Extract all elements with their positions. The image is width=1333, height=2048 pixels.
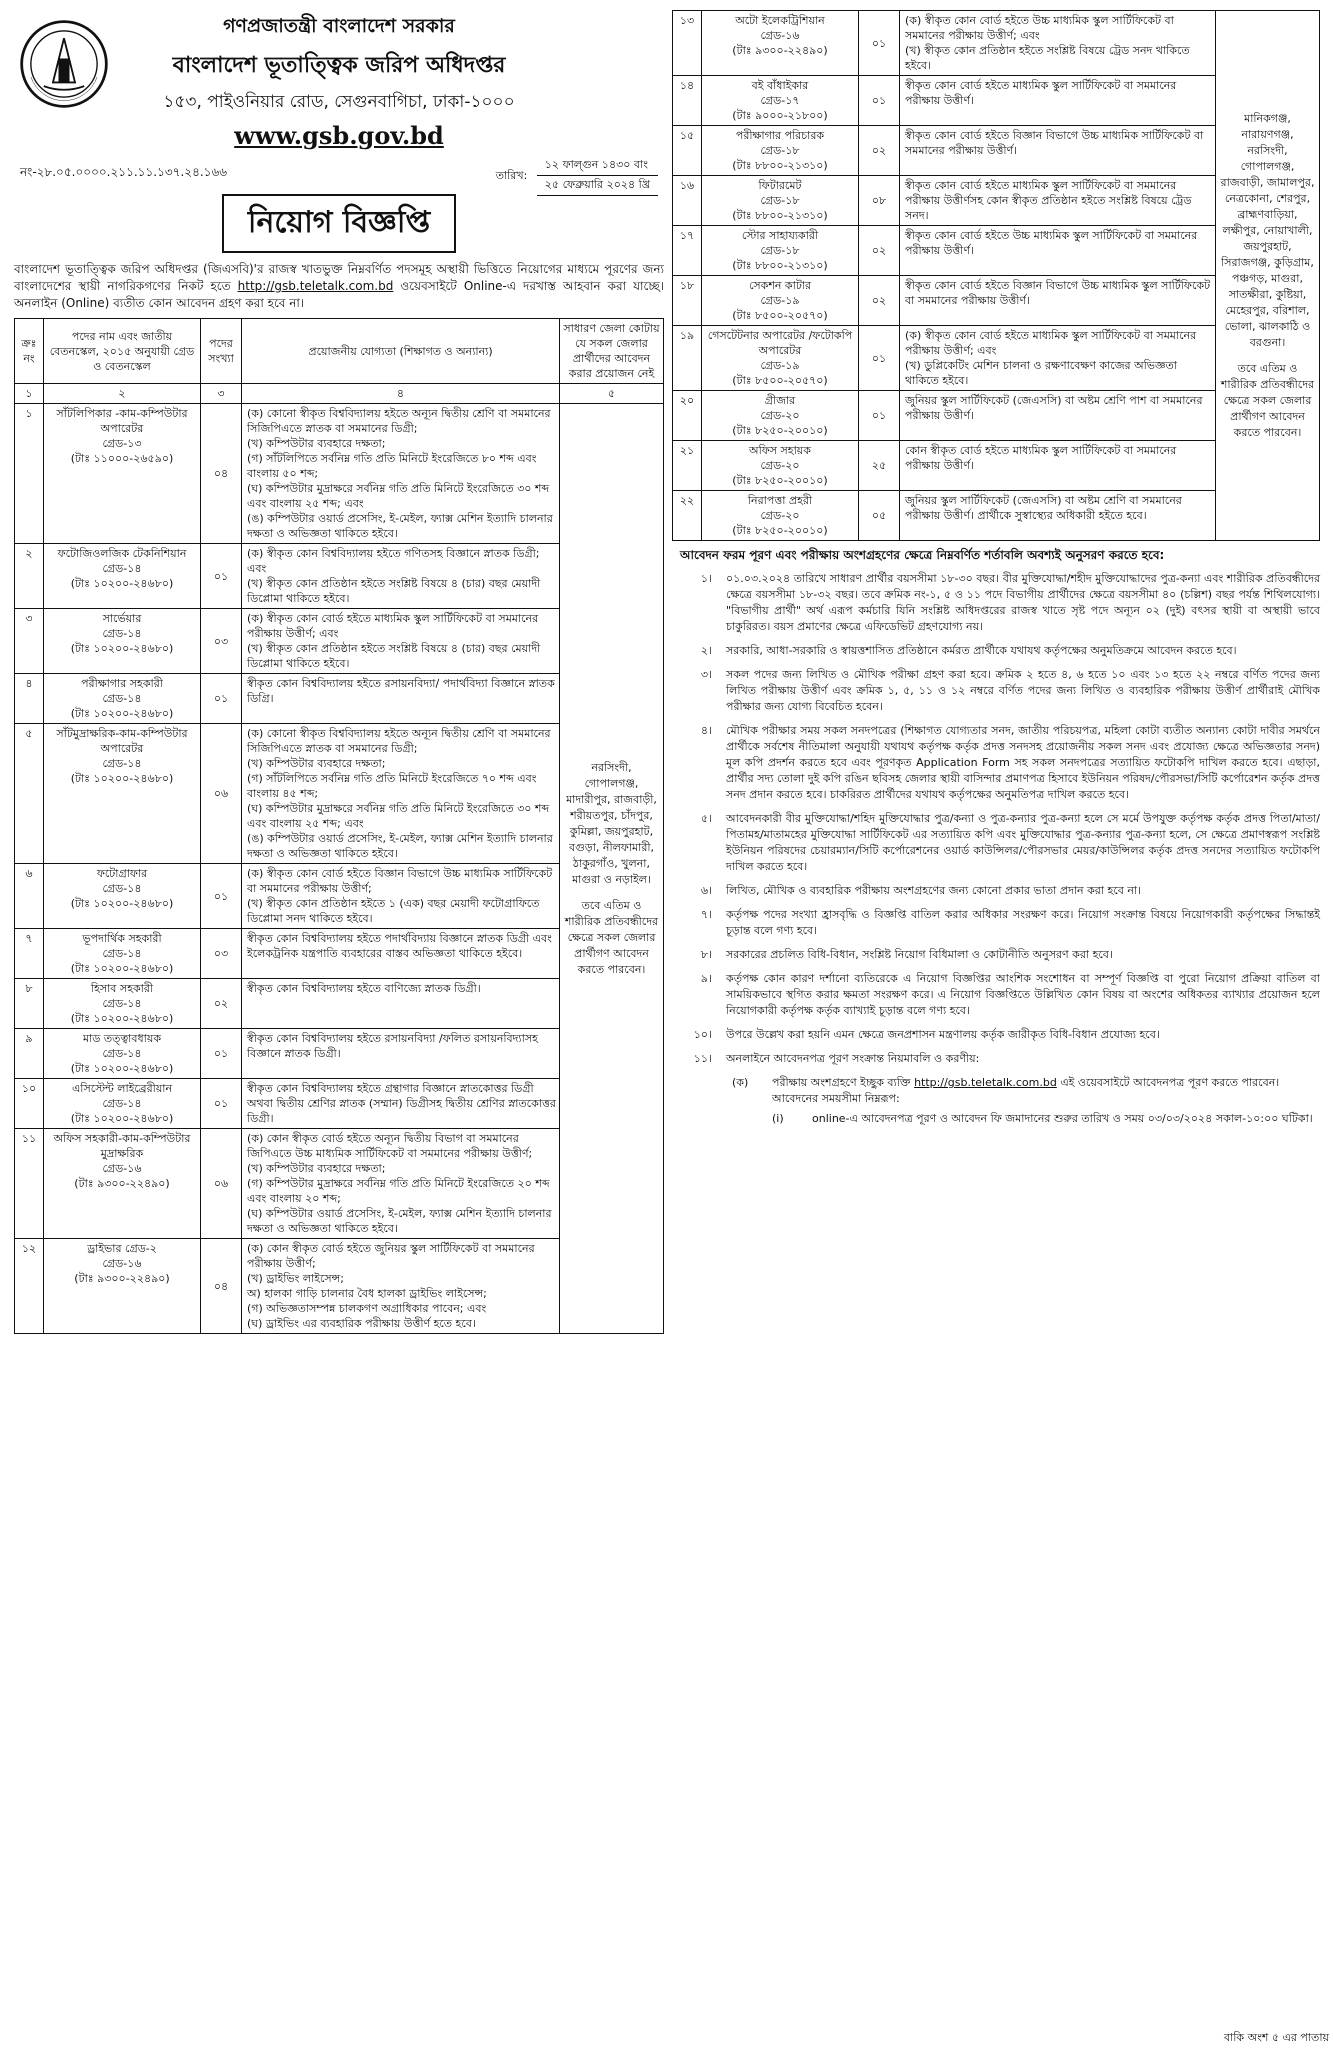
qualification-line: (খ) স্বীকৃত কোন প্রতিষ্ঠান হইতে সংশ্লিষ্ট বিষয়ে ৪ (চার) বছর মেয়াদী ডিপ্লোমা থাকিতে হইবে। (247, 642, 541, 670)
quota-district-list: মানিকগঞ্জ, নারায়ণগঞ্জ, নরসিংদী, গোপালগঞ্জ, রাজবাড়ী, জামালপুর, নেত্রকোনা, শেরপুর, ব্রাহ্মণবাড়িয়া, লক্ষীপুর, নোয়াখালী, জয়পুরহাট, সিরাজগঞ্জ, কুড়িগ্রাম, পঞ্চগড়, মাগুরা, সাতক্ষীরা, কুষ্টিয়া, মেহেরপুর, বরিশাল, ভোলা, ঝালকাঠি ও বরগুনা। (1220, 111, 1315, 349)
department-name: বাংলাদেশ ভূতাত্ত্বিক জরিপ অধিদপ্তর (172, 53, 506, 78)
qualification (242, 609, 560, 674)
serial-number: ২২ (673, 491, 702, 541)
qualification (900, 126, 1216, 176)
quota-note: তবে এতিম ও শারীরিক প্রতিবন্ধীদের ক্ষেত্রে সকল জেলার প্রার্থীগণ আবেদন করতে পারবেন। (1220, 361, 1315, 439)
post-grade: গ্রেড-১৪ (102, 997, 142, 1010)
post-name: ভূপদার্থিক সহকারী (82, 932, 162, 945)
post-scale: (টাঃ ৯৩০০-২২৪৯০) (74, 1177, 170, 1190)
qualification (242, 404, 560, 544)
post-scale: (টাঃ ৮২৫০-২০০১০) (732, 474, 828, 487)
qualification-line: (খ) কম্পিউটার ব্যবহারে দক্ষতা; (247, 437, 386, 450)
qualification (242, 544, 560, 609)
qualification (900, 276, 1216, 326)
table-row (673, 11, 1320, 76)
serial-number: ১৭ (673, 226, 702, 276)
post-name: বই বাঁধাইকার (751, 79, 809, 92)
condition-text: লিখিত, মৌখিক ও ব্যবহারিক পরীক্ষায় অংশগ্রহণের জন্য কোনো প্রকার ভাতা প্রদান করা হবে না। (726, 884, 1142, 897)
left-column (14, 10, 664, 1334)
qualification (242, 724, 560, 864)
post-scale: (টাঃ ৮৮০০-২১৩১০) (732, 159, 828, 172)
date-label: তারিখ: (495, 168, 528, 182)
col-num: ৫ (560, 384, 664, 404)
qualification-line: স্বীকৃত কোন বিশ্ববিদ্যালয় হইতে গ্রন্থাগার বিজ্ঞানে স্নাতকোত্তর ডিগ্রী অথবা দ্বিতীয় শ্রেণির স্নাতক (সম্মান) ডিগ্রীসহ দ্বিতীয় শ্রেণির স্নাতকোত্তর ডিগ্রী। (247, 1082, 556, 1125)
post-count: ০৪ (201, 1239, 242, 1334)
online-instructions (672, 1075, 1320, 1127)
post-count: ০২ (859, 126, 900, 176)
post-info (44, 929, 201, 979)
col-qualification: প্রয়োজনীয় যোগ্যতা (শিক্ষাগত ও অন্যান্য) (242, 319, 560, 384)
teletalk-link[interactable]: http://gsb.teletalk.com.bd (237, 279, 394, 293)
post-name: হিসাব সহকারী (90, 982, 154, 995)
post-grade: গ্রেড-১৬ (760, 29, 800, 42)
serial-number: ১২ (15, 1239, 44, 1334)
letterhead (14, 12, 664, 191)
post-count: ০৩ (201, 929, 242, 979)
memo-number: নং-২৮.০৫.০০০০.২১১.১১.১৩৭.২৪.১৬৬ (20, 165, 228, 179)
post-scale: (টাঃ ৮২৫০-২০০১০) (732, 424, 828, 437)
post-name: সার্ভেয়ার (102, 612, 142, 625)
deadline-heading: আবেদনের সময়সীমা নিম্নরূপ: (772, 1092, 900, 1105)
qualification (900, 76, 1216, 126)
post-count: ০১ (859, 391, 900, 441)
condition-item (672, 883, 1320, 899)
continued-note: বাকি অংশ ৫ এর পাতায় (1223, 2031, 1329, 2044)
post-info (702, 441, 859, 491)
condition-text: সরকারি, আধা-সরকারি ও স্বায়ত্তশাসিত প্রতিষ্ঠানে কর্মরত প্রার্থীকে যথাযথ কর্তৃপক্ষের অনুমতিক্রমে আবেদন করতে হবে। (726, 644, 1237, 657)
col-num: ৪ (242, 384, 560, 404)
date-english: ২৫ ফেব্রুয়ারি ২০২৪ খ্রি (537, 176, 658, 196)
qualification (900, 491, 1216, 541)
qualification-line: স্বীকৃত কোন বোর্ড হইতে মাধ্যমিক স্কুল সার্টিফিকেট বা সমমানের পরীক্ষায় উত্তীর্ণ। (905, 79, 1177, 107)
post-grade: গ্রেড-১৪ (102, 627, 142, 640)
col-num: ২ (44, 384, 201, 404)
quota-district-list: নরসিংদী, গোপালগঞ্জ, মাদারীপুর, রাজবাড়ী, শরীয়তপুর, চাঁদপুর, কুমিল্লা, জয়পুরহাট, বগুড়া, নীলফামারী, ঠাকুরগাঁও, খুলনা, মাগুরা ও নড়াইল। (566, 760, 657, 886)
post-info (44, 724, 201, 864)
serial-number: ৬ (15, 864, 44, 929)
post-info (702, 226, 859, 276)
qualification (900, 226, 1216, 276)
post-name: ফটোজিওলজিক টেকনিশিয়ান (57, 547, 187, 560)
website-link[interactable]: www.gsb.gov.bd (234, 121, 444, 150)
notice-title: নিয়োগ বিজ্ঞপ্তি (222, 194, 456, 253)
serial-number: ৮ (15, 979, 44, 1029)
post-grade: গ্রেড-২০ (760, 459, 800, 472)
condition-text: কর্তৃপক্ষ কোন কারণ দর্শানো ব্যতিরেকে এ নিয়োগ বিজ্ঞপ্তির আংশিক সংশোধন বা সম্পূর্ণ বিজ্ঞপ্তি বা পুরো নিয়োগ প্রক্রিয়া বাতিল বা সাময়িকভাবে স্থগিত করার ক্ষমতা সংরক্ষণ করে। এ নিয়োগ বিজ্ঞপ্তিতে উল্লিখিত কোন বিষয় বা অংশের অধিকতর ব্যাখ্যার প্রয়োজন হলে নিয়োগকারী কর্তৃপক্ষ কর্তৃক ব্যাখ্যাই চূড়ান্ত বলে গণ্য হবে। (726, 972, 1320, 1017)
condition-text: মৌখিক পরীক্ষার সময় সকল সনদপত্রের (শিক্ষাগত যোগ্যতার সনদ, জাতীয় পরিচয়পত্র, মহিলা কোটা ব্যতীত অন্যান্য কোটা দাবীর সমর্থনে প্রার্থীকে সর্বশেষ নীতিমালা অনুযায়ী যথাযথ কর্তৃপক্ষ কর্তৃক প্রদত্ত সনদসহ প্রয়োজনীয় সকল সনদ এবং প্রযোজ্য ক্ষেত্রে অভিজ্ঞতার সনদ) মূল কপি প্রদর্শন করতে হবে এবং পূরণকৃত Application Form সহ সকল সনদপত্রের সত্যায়িত ফটোকপি দাখিল করতে হবে। এছাড়া, প্রার্থীর সদ্য তোলা দুই কপি রঙিন ছবিসহ জেলার স্থায়ী বাসিন্দার প্রমাণপত্র হিসাবে ইউনিয়ন পরিষদ/পৌরসভা/সিটি কর্পোরেশন কর্তৃক প্রদত্ত সনদ প্রদান করতে হবে। চাকরিরত প্রার্থীদের যথাযথ কর্তৃপক্ষের অনুমতিপত্র দাখিল করতে হবে। (726, 724, 1320, 801)
post-info (44, 1129, 201, 1239)
post-info (702, 491, 859, 541)
post-name: গেসটেটনার অপারেটর /ফটোকপি অপারেটর (707, 329, 853, 357)
qualification (242, 1079, 560, 1129)
qualification-line: (খ) কম্পিউটার ব্যবহারে দক্ষতা; (247, 757, 386, 770)
serial-number: ১৩ (673, 11, 702, 76)
qualification-line: (ক) কোনো স্বীকৃত বিশ্ববিদ্যালয় হইতে অন্যূন দ্বিতীয় শ্রেণি বা সমমানের সিজিপিএতে স্নাতক বা সমমানের ডিগ্রী; (247, 727, 551, 755)
condition-number: ১। (700, 572, 712, 585)
qualification-line: (ক) স্বীকৃত কোন বোর্ড হইতে উচ্চ মাধ্যমিক স্কুল সার্টিফিকেট বা সমমানের পরীক্ষায় উত্তীর্ণ; এবং (905, 14, 1174, 42)
serial-number: ১৬ (673, 176, 702, 226)
qualification (242, 1239, 560, 1334)
post-scale: (টাঃ ১০২০০-২৪৬৮০) (70, 1112, 174, 1125)
qualification-line: স্বীকৃত কোন বিশ্ববিদ্যালয় হইতে পদার্থবিদ্যায় বিজ্ঞানে স্নাতক ডিগ্রী এবং ইলেকট্রনিক যন্ত্রপাতি ব্যবহারের বাস্তব অভিজ্ঞতা থাকিতে হইবে। (247, 932, 552, 960)
qualification-line: (খ) স্বীকৃত কোন প্রতিষ্ঠান হইতে সংশ্লিষ্ট বিষয়ে ৪ (চার) বছর মেয়াদী ডিপ্লোমা থাকিতে হইবে। (247, 577, 541, 605)
post-count: ০১ (201, 1029, 242, 1079)
post-grade: গ্রেড-১৬ (102, 1162, 142, 1175)
condition-item (672, 643, 1320, 659)
condition-number: ৮। (700, 948, 712, 961)
post-grade: গ্রেড-১৪ (102, 947, 142, 960)
condition-number: ৭। (700, 908, 712, 921)
condition-text: সকল পদের জন্য লিখিত ও মৌখিক পরীক্ষা গ্রহণ করা হবে। ক্রমিক ২ হতে ৪, ৬ হতে ১০ এবং ১৩ হতে ২২ নম্বরে বর্ণিত পদের জন্য লিখিত পরীক্ষায় উত্তীর্ণ এবং ক্রমিক ১, ৫, ১১ ও ১২ নম্বরে বর্ণিত পদের জন্য লিখিত ও ব্যবহারিক পরীক্ষায় উত্তীর্ণ প্রার্থীরাই মৌখিক পরীক্ষার জন্য যোগ্য বিবেচিত হবেন। (726, 668, 1320, 713)
post-name: অফিস সহায়ক (749, 444, 811, 457)
post-name: পরীক্ষাগার সহকারী (81, 677, 163, 690)
post-scale: (টাঃ ১০২০০-২৪৬৮০) (70, 577, 174, 590)
qualification-line: স্বীকৃত কোন বোর্ড হইতে বিজ্ঞান বিভাগে উচ্চ মাধ্যমিক স্কুল সার্টিফিকেট বা সমমানের পরীক্ষায় উত্তীর্ণ। (905, 279, 1211, 307)
condition-item (672, 971, 1320, 1019)
post-count: ০৫ (859, 491, 900, 541)
post-scale: (টাঃ ১০২০০-২৪৬৮০) (70, 1062, 174, 1075)
sub-item-marker: (i) (772, 1112, 784, 1125)
posts-table-left (14, 318, 664, 1334)
qualification (242, 979, 560, 1029)
post-scale: (টাঃ ৮৫০০-২০৫৭০) (732, 374, 828, 387)
serial-number: ২ (15, 544, 44, 609)
right-column (672, 10, 1320, 1131)
post-scale: (টাঃ ১০২০০-২৪৬৮০) (70, 897, 174, 910)
serial-number: ৫ (15, 724, 44, 864)
post-count: ০১ (201, 544, 242, 609)
qualification (900, 441, 1216, 491)
condition-item (672, 667, 1320, 715)
post-grade: গ্রেড-২০ (760, 509, 800, 522)
qualification-line: (ঙ) কম্পিউটার ওয়ার্ড প্রসেসিং, ই-মেইল, ফ্যাক্স মেশিন ইত্যাদি চালনার দক্ষতা ও অভিজ্ঞতা থাকিতে হইবে। (247, 512, 553, 540)
qualification-line: (খ) কম্পিউটার ব্যবহারে দক্ষতা; (247, 1162, 386, 1175)
govt-name: গণপ্রজাতন্ত্রী বাংলাদেশ সরকার (223, 15, 455, 37)
post-info (44, 404, 201, 544)
col-quota: সাধারণ জেলা কোটায় যে সকল জেলার প্রার্থীদের আবেদন করার প্রয়োজন নেই (560, 319, 664, 384)
condition-item (672, 947, 1320, 963)
qualification-line: স্বীকৃত কোন বোর্ড হইতে বিজ্ঞান বিভাগে উচ্চ মাধ্যমিক সার্টিফিকেট বা সমমানের পরীক্ষায় উত্তীর্ণ। (905, 129, 1204, 157)
serial-number: ৩ (15, 609, 44, 674)
condition-text: কর্তৃপক্ষ পদের সংখ্যা হ্রাসবৃদ্ধি ও বিজ্ঞপ্তি বাতিল করার অধিকার সংরক্ষণ করে। নিয়োগ সংক্রান্ত বিষয়ে নিয়োগকারী কর্তৃপক্ষের সিদ্ধান্তই চূড়ান্ত বলে গণ্য হবে। (726, 908, 1320, 937)
qualification-line: স্বীকৃত কোন বিশ্ববিদ্যালয় হইতে রসায়নবিদ্যা /ফলিত রসায়নবিদ্যাসহ বিজ্ঞানে স্নাতক ডিগ্রী। (247, 1032, 538, 1060)
post-info (702, 176, 859, 226)
condition-item (672, 1027, 1320, 1043)
qualification (900, 391, 1216, 441)
qualification-line: (গ) সাঁটলিপিতে সর্বনিম্ন গতি প্রতি মিনিটে ইংরেজিতে ৭০ শব্দ এবং বাংলায় ৪৫ শব্দ; (247, 772, 537, 800)
qualification-line: (ঘ) কম্পিউটার মুদ্রাক্ষরে সর্বনিম্ন গতি প্রতি মিনিটে ইংরেজিতে ৩০ শব্দ এবং বাংলায় ২৫ শব্দ; এবং (247, 482, 550, 510)
post-scale: (টাঃ ১০২০০-২৪৬৮০) (70, 707, 174, 720)
qualification-line: (ঘ) কম্পিউটার ওয়ার্ড প্রসেসিং, ই-মেইল, ফ্যাক্স মেশিন ইত্যাদি চালনার দক্ষতা ও অভিজ্ঞতা থাকিতে হইবে। (247, 1207, 552, 1235)
qualification-line: জুনিয়র স্কুল সার্টিফিকেট (জেএসসি) বা অষ্টম শ্রেণি বা সমমানের পরীক্ষায় উত্তীর্ণ। প্রার্থীকে সুস্বাস্থ্যের অধিকারী হইতে হবে। (905, 494, 1182, 522)
qualification (900, 176, 1216, 226)
post-scale: (টাঃ ১০২০০-২৪৬৮০) (70, 1012, 174, 1025)
qualification-line: (খ) ডুপ্লিকেটিং মেশিন চালনা ও রক্ষণাবেক্ষণ কাজের অভিজ্ঞতা থাকিতে হইবে। (905, 359, 1177, 387)
conditions-list (672, 571, 1320, 1067)
gsb-logo-icon (18, 18, 110, 110)
condition-item (672, 907, 1320, 939)
post-grade: গ্রেড-১৪ (102, 882, 142, 895)
serial-number: ২১ (673, 441, 702, 491)
post-info (702, 391, 859, 441)
col-num: ১ (15, 384, 44, 404)
condition-text: সরকারের প্রচলিত বিধি-বিধান, সংশ্লিষ্ট নিয়োগ বিধিমালা ও কোটানীতি অনুসরণ করা হবে। (726, 948, 1113, 961)
condition-number: ৩। (700, 668, 712, 681)
serial-number: ৭ (15, 929, 44, 979)
post-name: গ্রীজার (764, 394, 796, 407)
qualification-line: (ঘ) কম্পিউটার মুদ্রাক্ষরে সর্বনিম্ন গতি প্রতি মিনিটে ইংরেজিতে ৩০ শব্দ এবং বাংলায় ২৫ শব্দ; এবং (247, 802, 550, 830)
qualification-line: স্বীকৃত কোন বোর্ড হইতে মাধ্যমিক স্কুল সার্টিফিকেট বা সমমানের পরীক্ষায় উত্তীর্ণসহ কোন স্বীকৃত প্রতিষ্ঠান হইতে সংশ্লিষ্ট বিষয়ে ট্রেড সনদ। (905, 179, 1192, 222)
qualification-line: কোন স্বীকৃত বোর্ড হইতে মাধ্যমিক স্কুল সার্টিফিকেট বা সমমানের পরীক্ষায় উত্তীর্ণ। (905, 444, 1177, 472)
serial-number: ৯ (15, 1029, 44, 1079)
post-grade: গ্রেড-১৩ (102, 437, 142, 450)
post-count: ০১ (859, 11, 900, 76)
post-scale: (টাঃ ১০২০০-২৪৬৮০) (70, 642, 174, 655)
qualification-line: (ঘ) ড্রাইভিং এর ব্যবহারিক পরীক্ষায় উত্তীর্ণ হতে হবে। (247, 1317, 476, 1330)
post-info (44, 864, 201, 929)
post-info (702, 276, 859, 326)
condition-text: আবেদনকারী বীর মুক্তিযোদ্ধা/শহিদ মুক্তিযোদ্ধার পুত্র/কন্যা ও পুত্র-কন্যার পুত্র-কন্যা হলে সে মর্মে উপযুক্ত কর্তৃপক্ষ কর্তৃক প্রদত্ত পিতা/মাতা/পিতামহ/মাতামহের মুক্তিযোদ্ধা সার্টিফিকেট এর সত্যায়িত কপি এবং মুক্তিযোদ্ধার পুত্র-কন্যার পুত্র-কন্যা হলে, সে ক্ষেত্রে প্রমাণস্বরূপ সংশ্লিষ্ট ইউনিয়ন পরিষদের চেয়ারম্যান/সিটি কর্পোরেশনের ওয়ার্ড কাউন্সিলর/পৌরসভার মেয়র/কাউন্সিলর কর্তৃক প্রদত্ত সনদের সত্যায়িত ফটোকপি দাখিল করতে হবে। (726, 812, 1320, 873)
intro-paragraph (14, 261, 664, 312)
qualification (242, 929, 560, 979)
qualification-line: (ক) কোন স্বীকৃত বোর্ড হইতে অন্যূন দ্বিতীয় বিভাগ বা সমমানের জিপিএতে উচ্চ মাধ্যমিক সার্টিফিকেট বা সমমানের পরীক্ষায় উত্তীর্ণ; (247, 1132, 533, 1160)
post-scale: (টাঃ ১০২০০-২৪৬৮০) (70, 772, 174, 785)
condition-number: ৪। (700, 724, 712, 737)
sub-item-marker: (ক) (732, 1076, 749, 1089)
condition-number: ১১। (693, 1052, 712, 1065)
qualification-line: (ক) কোন স্বীকৃত বোর্ড হইতে জুনিয়র স্কুল সার্টিফিকেট বা সমমানের পরীক্ষায় উত্তীর্ণ; (247, 1242, 535, 1270)
post-info (44, 674, 201, 724)
post-name: মাড তত্ত্বাবধায়ক (82, 1032, 162, 1045)
conditions-title: আবেদন ফরম পূরণ এবং পরীক্ষায় অংশগ্রহণের ক্ষেত্রে নিম্নবর্ণিত শর্তাবলি অবশ্যই অনুসরণ করতে হবে: (680, 548, 1165, 562)
post-name: সাঁটমুদ্রাক্ষরিক-কাম-কম্পিউটার অপারেটর (56, 727, 188, 755)
post-scale: (টাঃ ৯৩০০-২২৪৯০) (74, 1272, 170, 1285)
qualification (242, 1029, 560, 1079)
post-info (44, 1239, 201, 1334)
issue-date (496, 156, 658, 196)
post-grade: গ্রেড-২০ (760, 409, 800, 422)
qualification-line: (খ) স্বীকৃত কোন প্রতিষ্ঠান হইতে সংশ্লিষ্ট বিষয়ে ট্রেড সনদ থাকিতে হইবে। (905, 44, 1190, 72)
condition-item (672, 723, 1320, 803)
qualification-line: (খ) ড্রাইভিং লাইসেন্স; (247, 1272, 345, 1285)
post-scale: (টাঃ ৮২৫০-২০০১০) (732, 524, 828, 537)
qualification (242, 864, 560, 929)
post-grade: গ্রেড-১৪ (102, 757, 142, 770)
post-count: ০৪ (201, 404, 242, 544)
date-bangla: ১২ ফাল্গুন ১৪৩০ বাং (537, 156, 658, 176)
qualification (900, 11, 1216, 76)
serial-number: ১৮ (673, 276, 702, 326)
post-name: ফিটারমেট (758, 179, 802, 192)
condition-number: ১০। (693, 1028, 712, 1041)
serial-number: ১ (15, 404, 44, 544)
post-info (44, 1029, 201, 1079)
qualification-line: স্বীকৃত কোন বোর্ড হইতে উচ্চ মাধ্যমিক স্কুল সার্টিফিকেট বা সমমানের পরীক্ষায় উত্তীর্ণ। (905, 229, 1198, 257)
qualification-line: (গ) সাঁটলিপিতে সর্বনিম্ন গতি প্রতি মিনিটে ইংরেজিতে ৮০ শব্দ এবং বাংলায় ৫০ শব্দ; (247, 452, 537, 480)
post-count: ০৬ (201, 724, 242, 864)
qualification-line: (গ) কম্পিউটার মুদ্রাক্ষরে সর্বনিম্ন গতি প্রতি মিনিটে ইংরেজিতে ২০ শব্দ এবং বাংলায় ২০ শব্দ; (247, 1177, 550, 1205)
col-post-name: পদের নাম এবং জাতীয় বেতনস্কেল, ২০১৫ অনুযায়ী গ্রেড ও বেতনস্কেল (44, 319, 201, 384)
application-link[interactable]: http://gsb.teletalk.com.bd (914, 1076, 1057, 1089)
serial-number: ৪ (15, 674, 44, 724)
qualification-line: (গ) অভিজ্ঞতাসম্পন্ন চালকগণ অগ্রাধিকার পাবেন; এবং (247, 1302, 487, 1315)
serial-number: ১৯ (673, 326, 702, 391)
posts-table-right (672, 10, 1320, 541)
qualification-line: (ঙ) কম্পিউটার ওয়ার্ড প্রসেসিং, ই-মেইল, ফ্যাক্স মেশিন ইত্যাদি চালনার দক্ষতা ও অভিজ্ঞতা থাকিতে হইবে। (247, 832, 553, 860)
serial-number: ১৪ (673, 76, 702, 126)
qualification (242, 674, 560, 724)
qualification-line: (ক) স্বীকৃত কোন বোর্ড হইতে মাধ্যমিক স্কুল সার্টিফিকেট বা সমমানের পরীক্ষায় উত্তীর্ণ; এবং (247, 612, 539, 640)
post-info (44, 544, 201, 609)
serial-number: ১৫ (673, 126, 702, 176)
post-count: ০১ (201, 674, 242, 724)
qualification-line: জুনিয়র স্কুল সার্টিফিকেট (জেএসসি) বা অষ্টম শ্রেণি পাশ বা সমমানের পরীক্ষায় উত্তীর্ণ। (905, 394, 1203, 422)
post-grade: গ্রেড-১৮ (760, 144, 800, 157)
post-scale: (টাঃ ৯০০০-২১৮০০) (732, 109, 828, 122)
post-name: সাঁটলিপিকার -কাম-কম্পিউটার অপারেটর (56, 407, 188, 435)
post-grade: গ্রেড-১৮ (760, 244, 800, 257)
post-info (702, 326, 859, 391)
qualification-line: (ক) কোনো স্বীকৃত বিশ্ববিদ্যালয় হইতে অন্যূন দ্বিতীয় শ্রেণি বা সমমানের সিজিপিএতে স্নাতক বা সমমানের ডিগ্রী; (247, 407, 551, 435)
condition-number: ৬। (700, 884, 712, 897)
post-count: ০১ (859, 326, 900, 391)
sub-k-text: পরীক্ষায় অংশগ্রহণে ইচ্ছুক ব্যক্তি (772, 1076, 911, 1089)
post-grade: গ্রেড-১৮ (760, 194, 800, 207)
condition-item (672, 571, 1320, 635)
post-name: পরীক্ষাগার পরিচারক (735, 129, 825, 142)
post-grade: গ্রেড-১৭ (760, 94, 800, 107)
post-name: অটো ইলেকট্রিশিয়ান (735, 14, 825, 27)
qualification (900, 326, 1216, 391)
post-count: ০২ (859, 226, 900, 276)
post-name: নিরাপত্তা প্রহরী (747, 494, 813, 507)
qualification-line: (ক) স্বীকৃত কোন বোর্ড হইতে মাধ্যমিক স্কুল সার্টিফিকেট বা সমমানের পরীক্ষায় উত্তীর্ণ; এবং (905, 329, 1197, 357)
col-num: ৩ (201, 384, 242, 404)
post-count: ২৫ (859, 441, 900, 491)
col-post-count: পদের সংখ্যা (201, 319, 242, 384)
condition-number: ২। (700, 644, 712, 657)
post-count: ০২ (859, 276, 900, 326)
post-count: ০১ (201, 1079, 242, 1129)
condition-item (672, 811, 1320, 875)
sub-k-text-2: এই ওয়েবসাইটে আবেদনপত্র পূরণ করতে পারবেন। (1060, 1076, 1280, 1089)
quota-districts (560, 404, 664, 1334)
post-scale: (টাঃ ৯৩০০-২২৪৯০) (732, 44, 828, 57)
condition-text: অনলাইনে আবেদনপত্র পূরণ সংক্রান্ত নিয়মাবলি ও করণীয়: (726, 1052, 980, 1065)
post-scale: (টাঃ ৮৫০০-২০৫৭০) (732, 309, 828, 322)
post-info (44, 609, 201, 674)
post-name: ড্রাইভার গ্রেড-২ (87, 1242, 157, 1255)
deadline-start: online-এ আবেদনপত্র পূরণ ও আবেদন ফি জমাদানের শুরুর তারিখ ও সময় ০৩/০৩/২০২৪ সকাল-১০:০০ ঘটিকা। (812, 1112, 1313, 1125)
condition-text: ০১.০৩.২০২৪ তারিখে সাধারণ প্রার্থীর বয়সসীমা ১৮-৩০ বছর। বীর মুক্তিযোদ্ধা/শহীদ মুক্তিযোদ্ধাদের পুত্র-কন্যা এবং শারীরিক প্রতিবন্ধীদের ক্ষেত্রে বয়সসীমা ১৮-৩২ বছর। তবে ক্রমিক নং-১, ৫ ও ১১ পদে বিভাগীয় প্রার্থীদের ক্ষেত্রে বয়সসীমা ৪০ (চল্লিশ) বছর পর্যন্ত শিথিলযোগ্য। "বিভাগীয় প্রার্থী" অর্থ এরূপ কর্মচারি যিনি সংশ্লিষ্ট অধিদপ্তরের রাজস্ব খাতে সৃষ্ট পদে অন্যূন ০২ (দুই) বৎসর স্থায়ী বা অস্থায়ী ভাবে চাকুরিরত। বয়স প্রমাণের ক্ষেত্রে এফিডেভিট গ্রহণযোগ্য নয়। (726, 572, 1320, 633)
post-grade: গ্রেড-১৯ (760, 359, 800, 372)
condition-text: উপরে উল্লেখ করা হয়নি এমন ক্ষেত্রে জনপ্রশাসন মন্ত্রণালয় কর্তৃক জারীকৃত বিধি-বিধান প্রযোজ্য হবে। (726, 1028, 1160, 1041)
qualification-line: (ক) স্বীকৃত কোন বোর্ড হইতে বিজ্ঞান বিভাগে উচ্চ মাধ্যমিক সার্টিফিকেট বা সমমানের পরীক্ষায় উত্তীর্ণ; (247, 867, 553, 895)
qualification-line: অ) হালকা গাড়ি চালনার বৈধ হালকা ড্রাইভিং লাইসেন্স; (247, 1287, 487, 1300)
post-count: ০৬ (201, 1129, 242, 1239)
post-name: অফিস সহকারী-কাম-কম্পিউটার মুদ্রাক্ষরিক (53, 1132, 191, 1160)
post-info (702, 11, 859, 76)
qualification-line: স্বীকৃত কোন বিশ্ববিদ্যালয় হইতে রসায়নবিদ্যা/ পদার্থবিদ্যা বিজ্ঞানে স্নাতক ডিগ্রি। (247, 677, 555, 705)
post-grade: গ্রেড-১৬ (102, 1257, 142, 1270)
intro-text-2: ওয়েবসাইটে Online-এ দরখাস্ত আহবান করা যাচ্ছে। অনলাইন (Online) ব্যতীত কোন আবেদন গ্রহণ করা হবে না। (14, 279, 664, 310)
qualification-line: (খ) স্বীকৃত কোন প্রতিষ্ঠান হইতে ১ (এক) বছর মেয়াদী ফটোগ্রাফিতে ডিপ্লোমা সনদ থাকিতে হইবে। (247, 897, 540, 925)
post-count: ০১ (859, 76, 900, 126)
post-info (44, 979, 201, 1029)
quota-districts (1216, 11, 1320, 541)
serial-number: ১১ (15, 1129, 44, 1239)
qualification (242, 1129, 560, 1239)
post-info (44, 1079, 201, 1129)
condition-item (672, 1051, 1320, 1067)
post-grade: গ্রেড-১৪ (102, 692, 142, 705)
post-scale: (টাঃ ১০২০০-২৪৬৮০) (70, 962, 174, 975)
table-row (15, 404, 664, 544)
post-grade: গ্রেড-১৪ (102, 1047, 142, 1060)
post-info (702, 76, 859, 126)
condition-number: ৯। (700, 972, 712, 985)
serial-number: ১০ (15, 1079, 44, 1129)
post-name: ফটোগ্রাফার (96, 867, 148, 880)
post-scale: (টাঃ ৮৮০০-২১৩১০) (732, 259, 828, 272)
condition-number: ৫। (700, 812, 712, 825)
post-count: ০৩ (201, 609, 242, 674)
qualification-line: স্বীকৃত কোন বিশ্ববিদ্যালয় হইতে বাণিজ্যে স্নাতক ডিগ্রী। (247, 982, 481, 995)
qualification-line: (ক) স্বীকৃত কোন বিশ্ববিদ্যালয় হইতে গণিতসহ বিজ্ঞানে স্নাতক ডিগ্রী; এবং (247, 547, 540, 575)
post-scale: (টাঃ ১১০০০-২৬৫৯০) (70, 452, 174, 465)
post-grade: গ্রেড-১৯ (760, 294, 800, 307)
post-name: সেকশন কাটার (748, 279, 812, 292)
post-grade: গ্রেড-১৪ (102, 562, 142, 575)
intro-text-1: বাংলাদেশ ভূতাত্ত্বিক জরিপ অধিদপ্তর (জিএসবি)'র রাজস্ব খাতভুক্ত নিম্নবর্ণিত পদসমূহ অস্থায়ী ভিত্তিতে নিয়োগের মাধ্যমে পূরণের জন্য বাংলাদেশের স্থায়ী নাগরিকগণের নিকট হতে (14, 262, 664, 293)
post-scale: (টাঃ ৮৮০০-২১৩১০) (732, 209, 828, 222)
col-serial: ক্রঃ নং (15, 319, 44, 384)
post-info (702, 126, 859, 176)
post-count: ০১ (201, 864, 242, 929)
address: ১৫৩, পাইওনিয়ার রোড, সেগুনবাগিচা, ঢাকা-১০০০ (163, 92, 515, 112)
post-count: ০২ (201, 979, 242, 1029)
post-name: স্টোর সাহায্যকারী (741, 229, 819, 242)
post-grade: গ্রেড-১৪ (102, 1097, 142, 1110)
quota-note: তবে এতিম ও শারীরিক প্রতিবন্ধীদের ক্ষেত্রে সকল জেলার প্রার্থীগণ আবেদন করতে পারবেন। (564, 898, 659, 976)
post-name: এসিস্টেন্ট লাইব্রেরীয়ান (71, 1082, 173, 1095)
post-count: ০৮ (859, 176, 900, 226)
serial-number: ২০ (673, 391, 702, 441)
